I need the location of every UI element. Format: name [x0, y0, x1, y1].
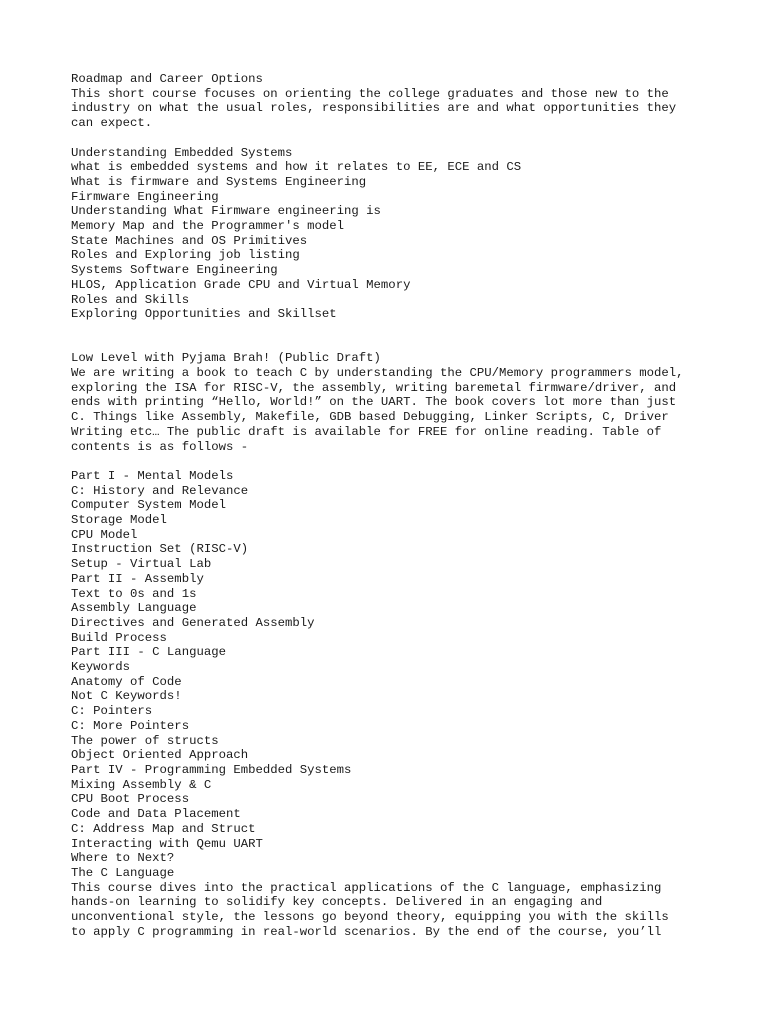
paragraph-line: industry on what the usual roles, responsibilities are and what opportunities they: [71, 101, 677, 116]
list-item: Memory Map and the Programmer's model: [71, 219, 345, 234]
toc-item: Computer System Model: [71, 498, 226, 513]
paragraph-line: This short course focuses on orienting the college graduates and those new to the: [71, 86, 669, 101]
list-item: What is firmware and Systems Engineering: [71, 174, 367, 189]
toc-item: Anatomy of Code: [71, 674, 182, 689]
spacer: [71, 337, 711, 352]
toc-item: CPU Boot Process: [71, 792, 190, 807]
paragraph-line: can expect.: [71, 116, 153, 131]
paragraph-line: hands-on learning to solidify key concepts. Delivered in an engaging and: [71, 895, 603, 910]
spacer: [71, 131, 711, 146]
paragraph-line: exploring the ISA for RISC-V, the assembly, writing baremetal firmware/driver, and: [71, 380, 677, 395]
toc-item: Code and Data Placement: [71, 807, 241, 822]
list-item: Roles and Skills: [71, 292, 190, 307]
list-item: Roles and Exploring job listing: [71, 248, 300, 263]
toc-item: C: Address Map and Struct: [71, 821, 256, 836]
list-item: Firmware Engineering: [71, 189, 219, 204]
section-title-book: Low Level with Pyjama Brah! (Public Draft): [71, 351, 381, 366]
toc-item: Part I - Mental Models: [71, 468, 234, 483]
toc-item: Storage Model: [71, 513, 167, 528]
toc-item: Instruction Set (RISC-V): [71, 542, 249, 557]
list-item: HLOS, Application Grade CPU and Virtual Memory: [71, 277, 411, 292]
list-item: Understanding Embedded Systems: [71, 145, 293, 160]
paragraph-line: contents is as follows -: [71, 439, 249, 454]
spacer: [71, 322, 711, 337]
toc-item: Build Process: [71, 630, 167, 645]
spacer: [71, 454, 711, 469]
paragraph-line: C. Things like Assembly, Makefile, GDB based Debugging, Linker Scripts, C, Driver: [71, 410, 669, 425]
paragraph-line: to apply C programming in real-world scenarios. By the end of the course, you’ll: [71, 924, 662, 939]
toc-item: Not C Keywords!: [71, 689, 182, 704]
paragraph-line: We are writing a book to teach C by understanding the CPU/Memory programmers model,: [71, 366, 684, 381]
list-item: Exploring Opportunities and Skillset: [71, 307, 337, 322]
toc-item: Mixing Assembly & C: [71, 777, 212, 792]
list-item: what is embedded systems and how it relates to EE, ECE and CS: [71, 160, 522, 175]
toc-item: Text to 0s and 1s: [71, 586, 197, 601]
toc-item: CPU Model: [71, 527, 138, 542]
paragraph-line: unconventional style, the lessons go beyond theory, equipping you with the skills: [71, 910, 669, 925]
paragraph-line: This course dives into the practical applications of the C language, emphasizing: [71, 880, 662, 895]
toc-item: Directives and Generated Assembly: [71, 615, 315, 630]
toc-item: C: Pointers: [71, 704, 153, 719]
toc-item: C: History and Relevance: [71, 483, 249, 498]
list-item: Understanding What Firmware engineering is: [71, 204, 381, 219]
toc-item: Part II - Assembly: [71, 571, 204, 586]
toc-item: Keywords: [71, 660, 131, 675]
toc-item: Part IV - Programming Embedded Systems: [71, 762, 352, 777]
list-item: State Machines and OS Primitives: [71, 233, 308, 248]
paragraph-line: ends with printing “Hello, World!” on the UART. The book covers lot more than just: [71, 395, 677, 410]
section-title-roadmap: Roadmap and Career Options: [71, 72, 263, 86]
toc-item: Object Oriented Approach: [71, 748, 249, 763]
toc-item: Setup - Virtual Lab: [71, 557, 212, 572]
document-body: [71, 72, 711, 939]
toc-item: Assembly Language: [71, 601, 197, 616]
list-item: Systems Software Engineering: [71, 263, 278, 278]
toc-item: The power of structs: [71, 733, 219, 748]
toc-item: Interacting with Qemu UART: [71, 836, 263, 851]
toc-item: Where to Next?: [71, 851, 175, 866]
toc-item: The C Language: [71, 865, 175, 880]
paragraph-line: Writing etc… The public draft is available for FREE for online reading. Table of: [71, 424, 662, 439]
toc-item: Part III - C Language: [71, 645, 226, 660]
toc-item: C: More Pointers: [71, 718, 190, 733]
